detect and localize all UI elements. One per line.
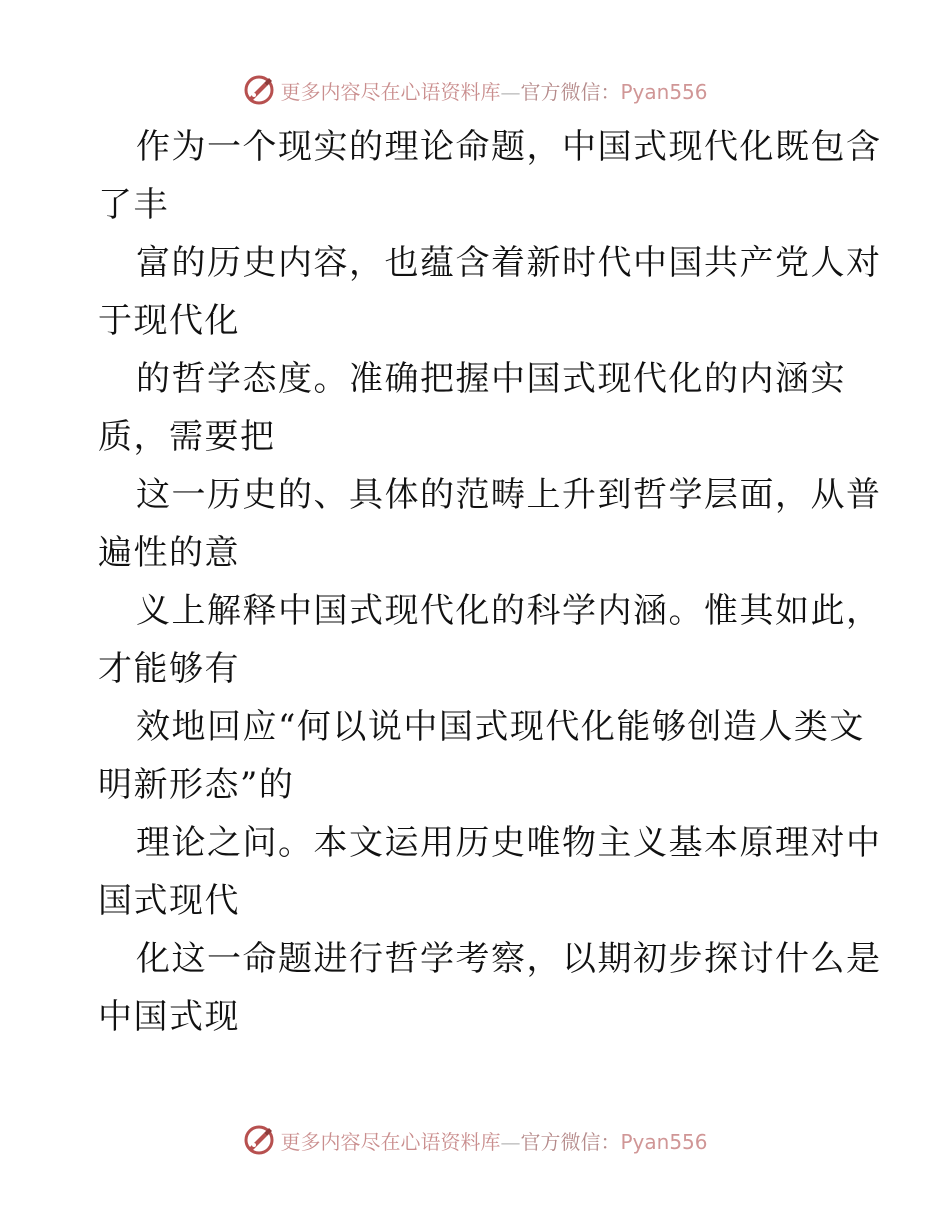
body-line: 这一历史的、具体的范畴上升到哲学层面，从普 (136, 475, 882, 515)
header-banner (0, 70, 950, 110)
footer-banner-id: Pyan556 (620, 1129, 708, 1154)
body-line: 质，需要把 (98, 417, 276, 457)
body-line: 遍性的意 (98, 533, 240, 573)
pen-logo-icon (242, 1123, 276, 1157)
body-line: 的哲学态度。准确把握中国式现代化的内涵实 (136, 359, 846, 399)
body-line: 国式现代 (98, 881, 240, 921)
body-line: 了丰 (98, 185, 169, 225)
header-banner-dash: — (500, 79, 521, 104)
body-line: 化这一命题进行哲学考察，以期初步探讨什么是 (136, 939, 882, 979)
footer-banner-main: 更多内容尽在心语资料库 (280, 1129, 501, 1154)
footer-banner-official: 官方微信： (520, 1129, 621, 1154)
body-line: 于现代化 (98, 301, 240, 341)
pen-logo-icon (242, 73, 276, 107)
header-banner-id: Pyan556 (620, 79, 708, 104)
body-line: 中国式现 (98, 997, 240, 1037)
footer-banner-dash: — (500, 1129, 521, 1154)
body-line: 才能够有 (98, 649, 240, 689)
body-line: 明新形态”的 (98, 765, 295, 805)
body-line: 义上解释中国式现代化的科学内涵。惟其如此， (136, 591, 882, 631)
body-line: 富的历史内容，也蕴含着新时代中国共产党人对 (136, 243, 882, 283)
footer-banner (0, 1120, 950, 1160)
header-banner-main: 更多内容尽在心语资料库 (280, 79, 501, 104)
body-line: 效地回应“何以说中国式现代化能够创造人类文 (136, 707, 865, 747)
document-body (98, 118, 882, 1046)
body-line: 作为一个现实的理论命题，中国式现代化既包含 (136, 127, 882, 167)
header-banner-official: 官方微信： (520, 79, 621, 104)
body-line: 理论之问。本文运用历史唯物主义基本原理对中 (136, 823, 882, 863)
